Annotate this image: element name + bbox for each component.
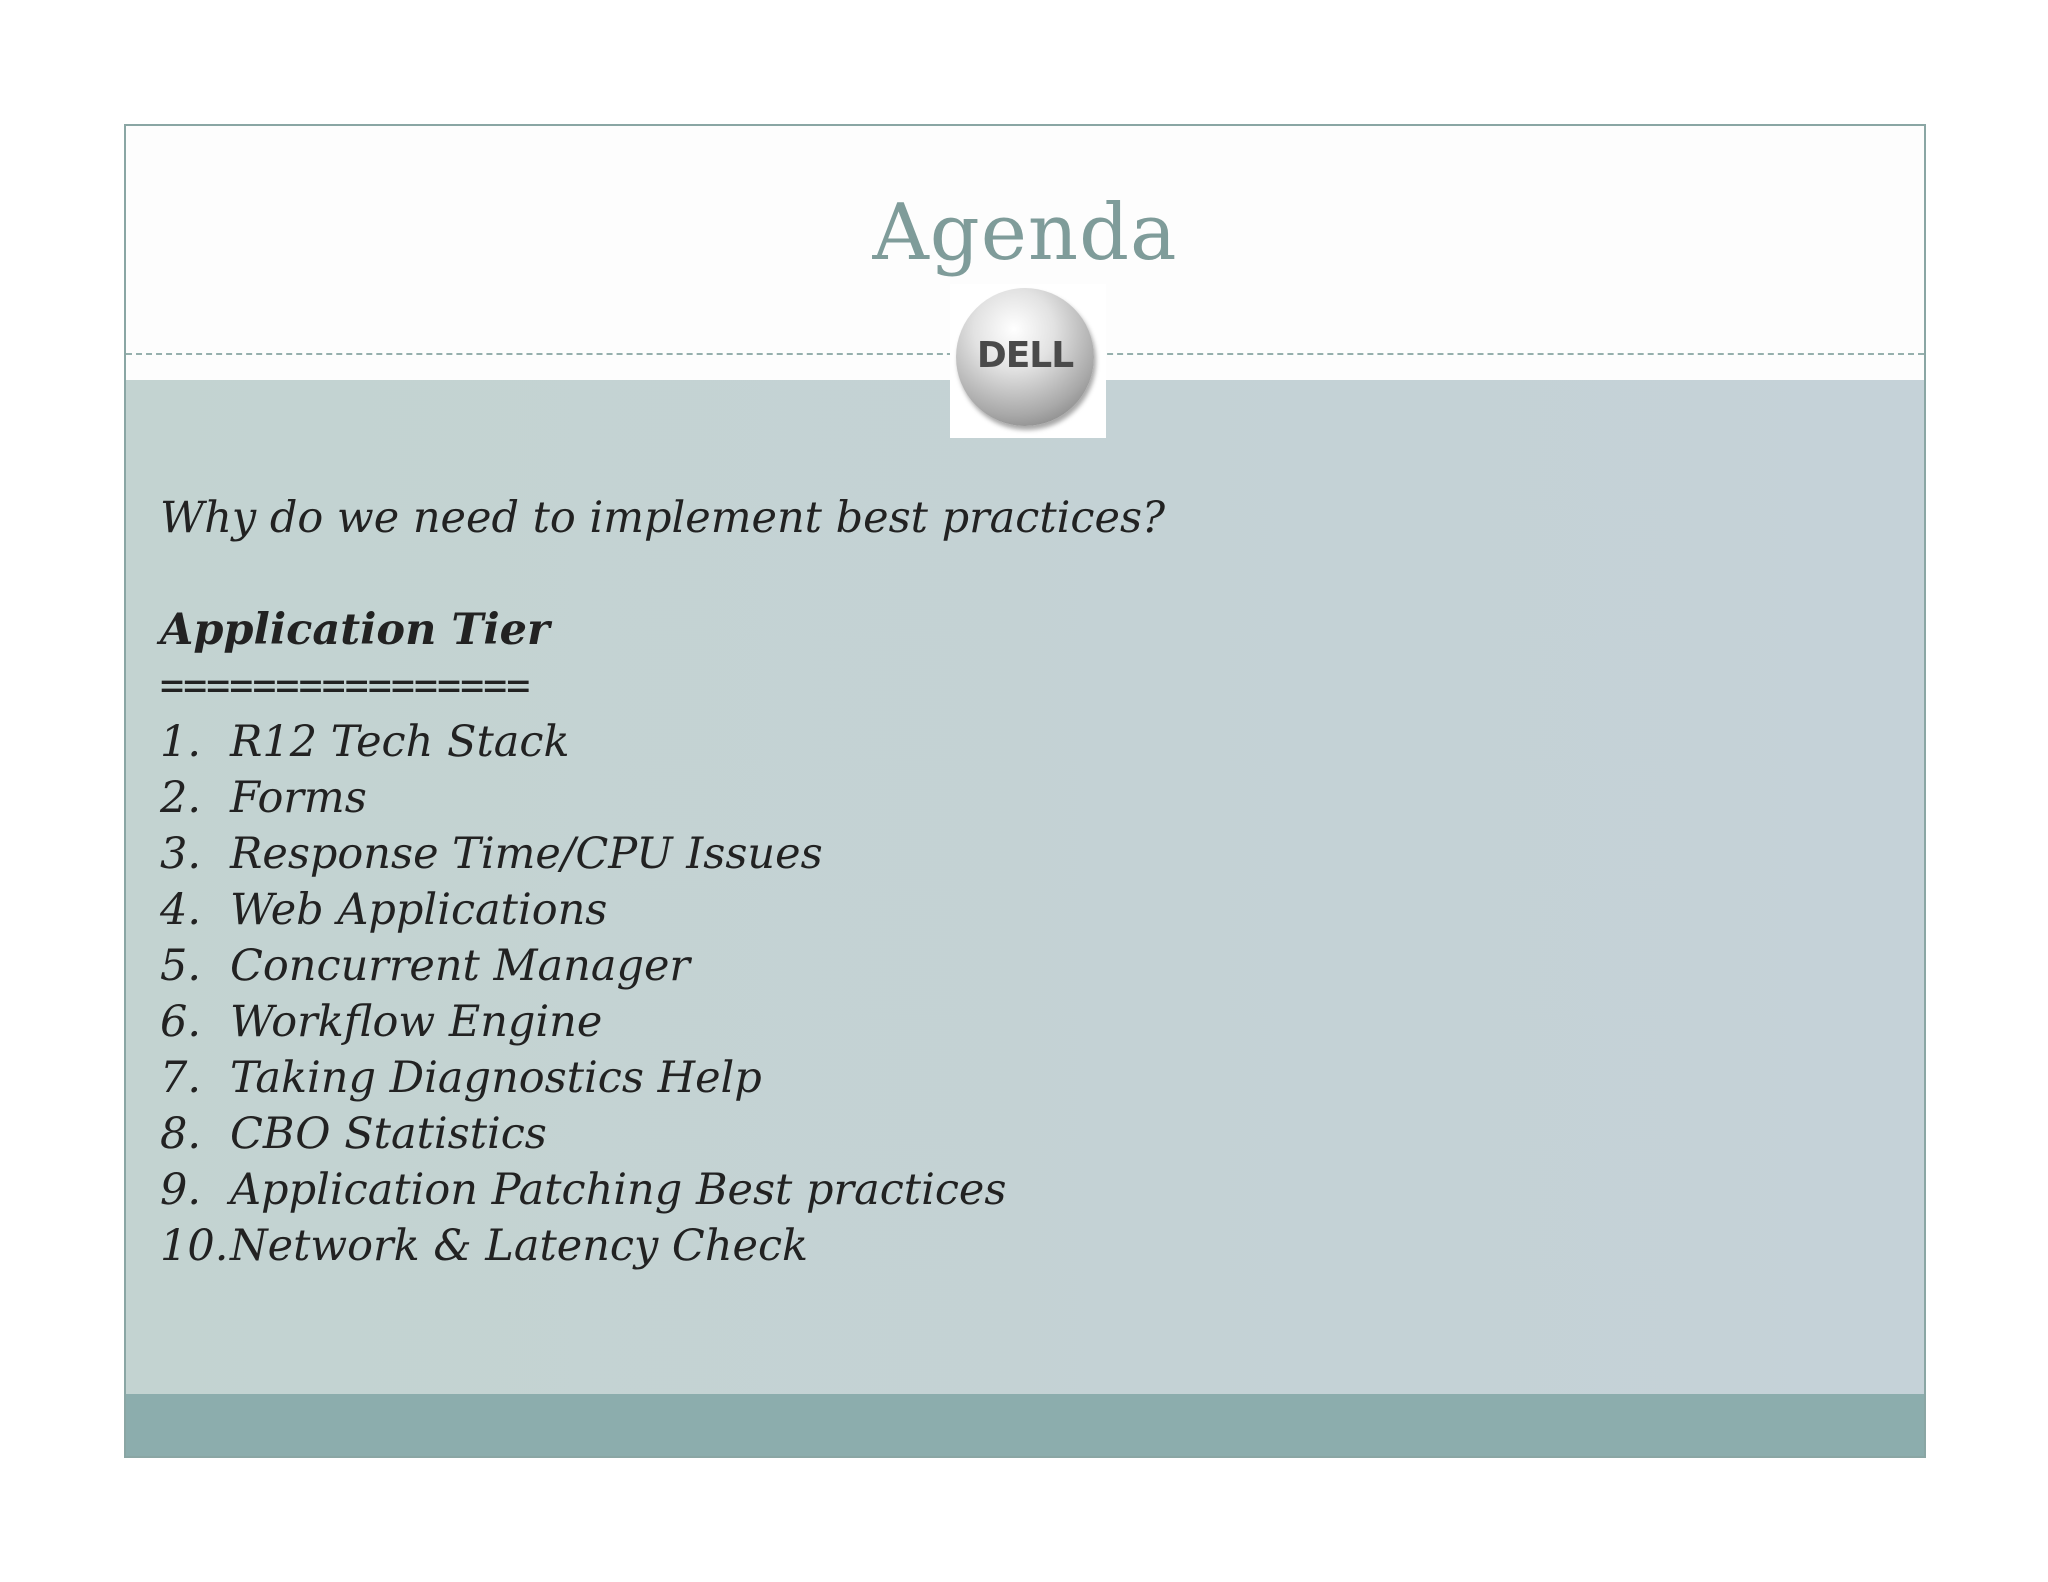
list-item xyxy=(160,1050,1165,1106)
list-item-number: 3. xyxy=(160,829,202,879)
list-item xyxy=(160,882,1165,938)
agenda-list xyxy=(160,714,1165,1274)
list-item xyxy=(160,770,1165,826)
list-item-label: CBO Statistics xyxy=(230,1109,547,1159)
slide-footer-bar xyxy=(126,1394,1924,1456)
list-item xyxy=(160,1218,1165,1274)
list-item-label: Forms xyxy=(230,773,367,823)
list-item xyxy=(160,1106,1165,1162)
dell-logo-icon xyxy=(956,288,1094,426)
list-item xyxy=(160,714,1165,770)
list-item xyxy=(160,938,1165,994)
slide-title: Agenda xyxy=(872,188,1178,278)
list-item-number: 5. xyxy=(160,941,202,991)
list-item-label: Network & Latency Check xyxy=(230,1221,809,1271)
list-item-number: 9. xyxy=(160,1165,202,1215)
list-item-number: 6. xyxy=(160,997,202,1047)
section-heading: Application Tier xyxy=(160,605,550,655)
dell-logo-text: DELL xyxy=(976,335,1074,376)
list-item xyxy=(160,826,1165,882)
list-item-number: 2. xyxy=(160,773,202,823)
list-item-number: 1. xyxy=(160,717,202,767)
agenda-question: Why do we need to implement best practices? xyxy=(160,493,1166,543)
list-item-number: 8. xyxy=(160,1109,202,1159)
list-item-label: Workflow Engine xyxy=(230,997,603,1047)
list-item-label: Concurrent Manager xyxy=(230,941,690,991)
list-item-label: Response Time/CPU Issues xyxy=(230,829,823,879)
list-item-label: R12 Tech Stack xyxy=(230,717,570,767)
list-item-number: 7. xyxy=(160,1053,202,1103)
list-item xyxy=(160,994,1165,1050)
list-item-label: Web Applications xyxy=(230,885,608,935)
list-item xyxy=(160,1162,1165,1218)
list-item-number: 4. xyxy=(160,885,202,935)
agenda-content xyxy=(160,490,1165,1274)
list-item-number: 10. xyxy=(160,1221,229,1271)
dell-logo xyxy=(950,284,1106,438)
slide xyxy=(124,124,1926,1458)
list-item-label: Taking Diagnostics Help xyxy=(230,1053,762,1103)
list-item-label: Application Patching Best practices xyxy=(230,1165,1007,1215)
section-rule: ================ xyxy=(160,663,530,709)
